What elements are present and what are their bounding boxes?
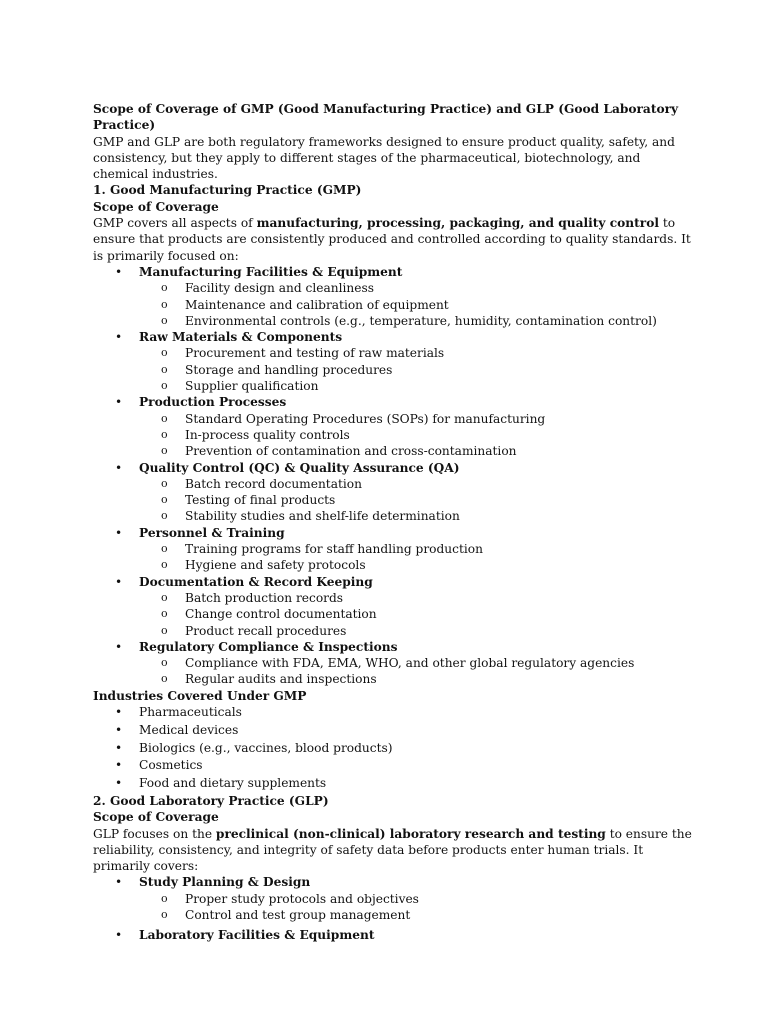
circle-bullet-icon: o xyxy=(161,542,168,556)
gmp-subitem-label: Testing of final products xyxy=(185,493,336,508)
gmp-scope-heading: Scope of Coverage xyxy=(93,199,219,214)
gmp-subitem xyxy=(93,427,693,443)
gmp-subitem-label: Standard Operating Procedures (SOPs) for manufacturing xyxy=(185,411,546,426)
industry-item xyxy=(93,704,693,720)
glp-description xyxy=(93,826,693,875)
glp-item xyxy=(93,927,693,943)
gmp-subitem-label: Training programs for staff handling production xyxy=(185,542,483,557)
glp-subitem-label: Control and test group management xyxy=(185,908,411,923)
bullet-icon: • xyxy=(115,574,123,589)
bullet-icon: • xyxy=(115,525,123,540)
gmp-desc-bold: manufacturing, processing, packaging, and quality control xyxy=(256,216,659,231)
gmp-item xyxy=(93,264,693,329)
bullet-icon: • xyxy=(115,264,123,279)
circle-bullet-icon: o xyxy=(161,908,168,922)
industry-label: Food and dietary supplements xyxy=(139,776,327,791)
gmp-subitem-label: Batch production records xyxy=(185,590,344,605)
bullet-icon: • xyxy=(115,740,123,755)
circle-bullet-icon: o xyxy=(161,590,168,604)
bullet-icon: • xyxy=(115,776,123,791)
gmp-item xyxy=(93,574,693,639)
gmp-item-label: Quality Control (QC) & Quality Assurance (QA) xyxy=(139,460,460,475)
bullet-icon: • xyxy=(115,758,123,773)
gmp-subitem-label: Hygiene and safety protocols xyxy=(185,558,366,573)
bullet-icon: • xyxy=(115,330,123,345)
industry-label: Biologics (e.g., vaccines, blood products) xyxy=(139,740,393,755)
gmp-subitem-label: Environmental controls (e.g., temperature, humidity, contamination control) xyxy=(185,313,657,328)
gmp-subitem xyxy=(93,411,693,427)
gmp-item xyxy=(93,329,693,394)
gmp-subitem xyxy=(93,443,693,459)
glp-scope-heading: Scope of Coverage xyxy=(93,810,219,825)
bullet-icon: • xyxy=(115,722,123,737)
circle-bullet-icon: o xyxy=(161,346,168,360)
industry-label: Pharmaceuticals xyxy=(139,704,242,719)
intro-paragraph: GMP and GLP are both regulatory frameworks designed to ensure product quality, safety, and consistency, but they apply to different stages of the pharmaceutical, biotechnology, and chemical industries. xyxy=(93,134,675,182)
gmp-subitem xyxy=(93,378,693,394)
circle-bullet-icon: o xyxy=(161,672,168,686)
gmp-subitem-label: Product recall procedures xyxy=(185,623,347,638)
gmp-subitem-label: Facility design and cleanliness xyxy=(185,281,374,296)
glp-item xyxy=(93,874,693,923)
circle-bullet-icon: o xyxy=(161,493,168,507)
industry-label: Medical devices xyxy=(139,722,239,737)
bullet-icon: • xyxy=(115,460,123,475)
glp-items-list xyxy=(93,874,693,943)
gmp-subitem xyxy=(93,476,693,492)
circle-bullet-icon: o xyxy=(161,476,168,490)
industry-item xyxy=(93,757,693,773)
circle-bullet-icon: o xyxy=(161,509,168,523)
gmp-subitem-label: Compliance with FDA, EMA, WHO, and other global regulatory agencies xyxy=(185,656,635,671)
bullet-icon: • xyxy=(115,639,123,654)
gmp-description xyxy=(93,215,693,264)
circle-bullet-icon: o xyxy=(161,558,168,572)
bullet-icon: • xyxy=(115,875,123,890)
gmp-item-label: Personnel & Training xyxy=(139,525,285,540)
gmp-subitem xyxy=(93,280,693,296)
glp-subitem-label: Proper study protocols and objectives xyxy=(185,891,419,906)
gmp-subitem xyxy=(93,590,693,606)
glp-desc-pre: GLP focuses on the xyxy=(93,826,216,841)
gmp-items-list xyxy=(93,264,693,688)
glp-item-label: Study Planning & Design xyxy=(139,875,311,890)
circle-bullet-icon: o xyxy=(161,891,168,905)
circle-bullet-icon: o xyxy=(161,362,168,376)
circle-bullet-icon: o xyxy=(161,281,168,295)
gmp-subitem xyxy=(93,492,693,508)
gmp-subitem xyxy=(93,345,693,361)
circle-bullet-icon: o xyxy=(161,427,168,441)
gmp-item-label: Documentation & Record Keeping xyxy=(139,574,373,589)
glp-item-label: Laboratory Facilities & Equipment xyxy=(139,928,375,943)
gmp-desc-post: to ensure that products are consistently produced and controlled according to quality standards. It is primarily focused on: xyxy=(93,216,691,263)
industry-item xyxy=(93,740,693,756)
gmp-industries-list xyxy=(93,704,693,791)
gmp-subitem-label: Batch record documentation xyxy=(185,476,362,491)
gmp-subitem-label: Supplier qualification xyxy=(185,379,319,394)
glp-desc-post: to ensure the reliability, consistency, and integrity of safety data before products enter human trials. It primarily covers: xyxy=(93,826,692,874)
bullet-icon: • xyxy=(115,395,123,410)
gmp-subitem xyxy=(93,541,693,557)
document-title: Scope of Coverage of GMP (Good Manufacturing Practice) and GLP (Good Laboratory Practice) xyxy=(93,102,679,133)
bullet-icon: • xyxy=(115,928,123,943)
gmp-subitem xyxy=(93,362,693,378)
gmp-subitem xyxy=(93,297,693,313)
gmp-industries-heading: Industries Covered Under GMP xyxy=(93,688,307,703)
circle-bullet-icon: o xyxy=(161,297,168,311)
gmp-subitem-label: Maintenance and calibration of equipment xyxy=(185,297,449,312)
gmp-subitem-label: Storage and handling procedures xyxy=(185,362,393,377)
gmp-subitem-label: Stability studies and shelf-life determination xyxy=(185,509,460,524)
gmp-subitem xyxy=(93,557,693,573)
gmp-subitem xyxy=(93,313,693,329)
circle-bullet-icon: o xyxy=(161,623,168,637)
gmp-desc-pre: GMP covers all aspects of xyxy=(93,216,257,231)
glp-subitem xyxy=(93,891,693,907)
gmp-subitem-label: Change control documentation xyxy=(185,607,377,622)
glp-heading: 2. Good Laboratory Practice (GLP) xyxy=(93,793,329,808)
circle-bullet-icon: o xyxy=(161,607,168,621)
circle-bullet-icon: o xyxy=(161,313,168,327)
gmp-subitem xyxy=(93,606,693,622)
industry-item xyxy=(93,775,693,791)
circle-bullet-icon: o xyxy=(161,379,168,393)
gmp-subitem xyxy=(93,623,693,639)
document-page xyxy=(93,101,693,944)
gmp-subitem xyxy=(93,655,693,671)
gmp-subitem-label: Prevention of contamination and cross-contamination xyxy=(185,444,517,459)
gmp-item xyxy=(93,639,693,688)
gmp-item-label: Regulatory Compliance & Inspections xyxy=(139,639,398,654)
glp-subitem xyxy=(93,907,693,923)
glp-desc-bold: preclinical (non-clinical) laboratory research and testing xyxy=(215,826,606,841)
gmp-item-label: Production Processes xyxy=(139,395,287,410)
gmp-subitem-label: In-process quality controls xyxy=(185,427,350,442)
gmp-subitem xyxy=(93,671,693,687)
bullet-icon: • xyxy=(115,704,123,719)
gmp-item xyxy=(93,460,693,525)
circle-bullet-icon: o xyxy=(161,656,168,670)
gmp-item xyxy=(93,394,693,459)
gmp-heading: 1. Good Manufacturing Practice (GMP) xyxy=(93,183,362,198)
gmp-item-label: Raw Materials & Components xyxy=(139,330,343,345)
gmp-subitem-label: Regular audits and inspections xyxy=(185,672,377,687)
circle-bullet-icon: o xyxy=(161,444,168,458)
gmp-item-label: Manufacturing Facilities & Equipment xyxy=(139,264,403,279)
gmp-subitem-label: Procurement and testing of raw materials xyxy=(185,346,445,361)
circle-bullet-icon: o xyxy=(161,411,168,425)
industry-item xyxy=(93,722,693,738)
gmp-subitem xyxy=(93,508,693,524)
industry-label: Cosmetics xyxy=(139,758,203,773)
gmp-item xyxy=(93,525,693,574)
